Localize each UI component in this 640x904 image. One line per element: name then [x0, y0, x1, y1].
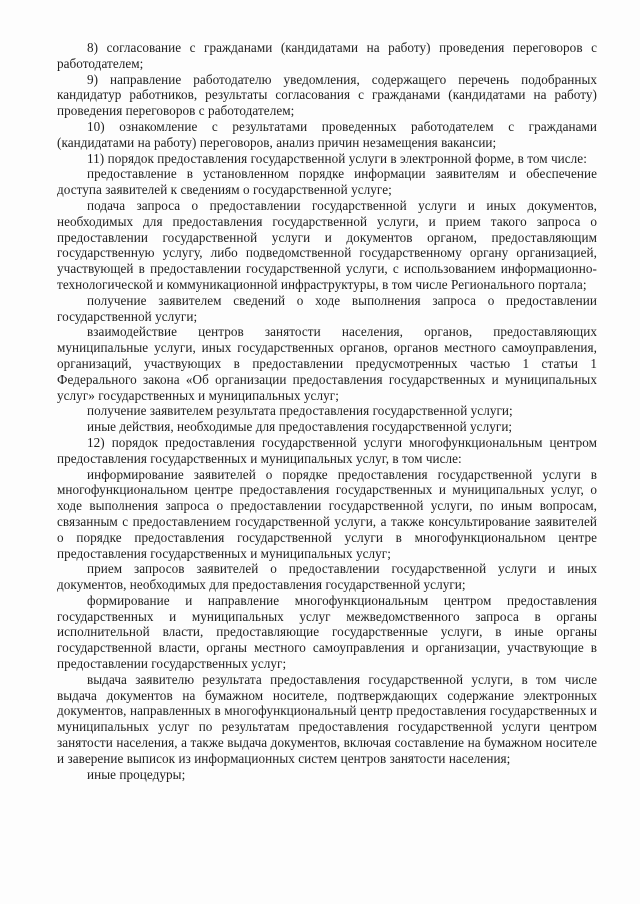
paragraph-item-10: 10) ознакомление с результатами проведенных работодателем с гражданами (кандидатами на работу) переговоров, анализ причин незамещения вакансии; [57, 118, 597, 150]
paragraph-item-11: 11) порядок предоставления государственной услуги в электронной форме, в том числе: [87, 150, 587, 166]
paragraph-request-status: получение заявителем сведений о ходе выполнения запроса о предоставлении государственной услуги; [57, 292, 597, 324]
paragraph-info-provision: предоставление в установленном порядке информации заявителям и обеспечение доступа заявителей к сведениям о государственной услуге; [57, 166, 597, 198]
paragraph-other-actions: иные действия, необходимые для предоставления государственной услуги; [87, 419, 513, 435]
paragraph-request-submission: подача запроса о предоставлении государственной услуги и иных документов, необходимых для предоставления государственной услуги, и прием такого запроса о предоставлении государственной услуги и документов органом, предоставляющим государственную услугу, либо подведомственной государственному органу организацией, участвующей в предоставлении государственной услуги, с использованием информационно-технологической и коммуникационной инфраструктуры, в том числе Регионального портала; [57, 197, 597, 292]
paragraph-interagency-request: формирование и направление многофункциональным центром предоставления государственных и муниципальных услуг межведомственного запроса в органы исполнительной власти, предоставляющие государственные услуги, в иные органы государственной власти, органы местного самоуправления и организации, участвующие в предоставлении государственных услуг; [57, 592, 597, 672]
paragraph-other-procedures: иные процедуры; [87, 766, 186, 782]
paragraph-request-intake: прием запросов заявителей о предоставлении государственной услуги и иных документов, необходимых для предоставления государственной услуги; [57, 561, 597, 593]
paragraph-item-9: 9) направление работодателю уведомления, содержащего перечень подобранных кандидатур работников, результаты согласования с гражданами (кандидатами на работу) проведения переговоров с работодателем; [57, 71, 597, 119]
paragraph-result-receipt: получение заявителем результата предоставления государственной услуги; [87, 403, 513, 419]
paragraph-item-8: 8) согласование с гражданами (кандидатами на работу) проведения переговоров с работодателем; [57, 40, 597, 71]
paragraph-interaction: взаимодействие центров занятости населения, органов, предоставляющих муниципальные услуги, иных государственных органов, органов местного самоуправления, организаций, участвующих в предоставлении предусмотренных частью 1 статьи 1 Федерального закона «Об организации предоставления государственных и муниципальных услуг» государственных и муниципальных услуг; [57, 324, 597, 403]
paragraph-result-issuance: выдача заявителю результата предоставления государственной услуги, в том числе выдача документов на бумажном носителе, подтверждающих содержание электронных документов, направленных в многофункциональный центр предоставления государственных и муниципальных услуг по результатам предоставления государственной услуги центром занятости населения, а также выдача документов, включая составление на бумажном носителе и заверение выписок из информационных систем центров занятости населения; [57, 671, 597, 766]
paragraph-item-12: 12) порядок предоставления государственной услуги многофункциональным центром предоставления государственных и муниципальных услуг, в том числе: [57, 434, 597, 466]
document-body [57, 40, 597, 782]
paragraph-informing: информирование заявителей о порядке предоставления государственной услуги в многофункциональном центре предоставления государственных и муниципальных услуг, о ходе выполнения запроса о предоставлении государственной услуги, по иным вопросам, связанным с предоставлением государственной услуги, а также консультирование заявителей о порядке предоставления государственной услуги в многофункциональном центре предоставления государственных и муниципальных услуг; [57, 466, 597, 561]
